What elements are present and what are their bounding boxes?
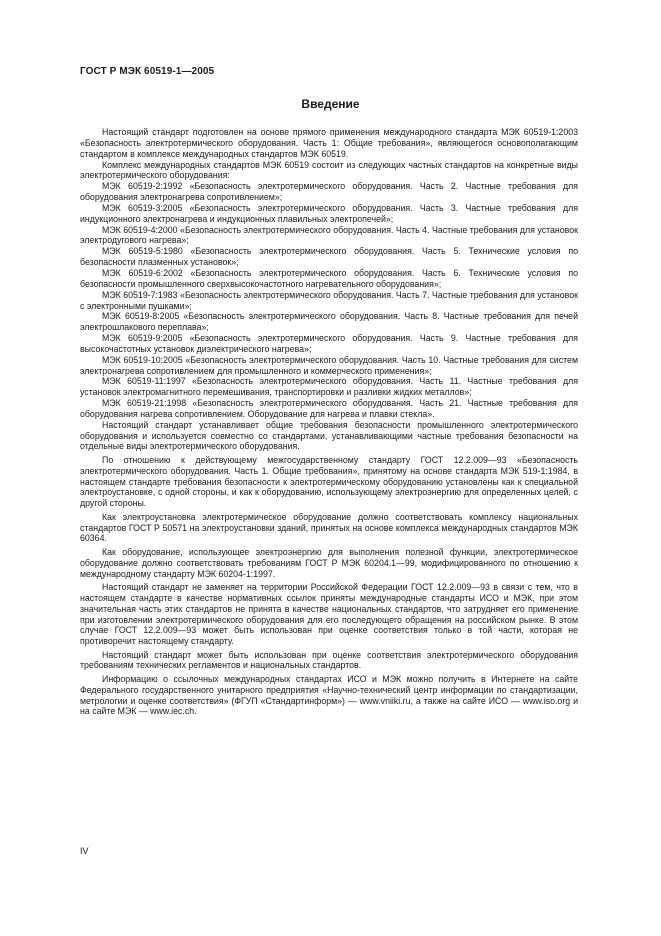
paragraph: МЭК 60519-11:1997 «Безопасность электротермического оборудования. Часть 11. Частные требования для установок электромагнитного перемешивания, транспортировки и разливки жидких металлов»; xyxy=(80,376,578,398)
paragraph: Как оборудование, использующее электроэнергию для выполнения полезной функции, электротермическое оборудование должно соответствовать требованиям ГОСТ Р МЭК 60204.1—99, модифицированного по отношению к международному стандарту МЭК 60204-1:1997. xyxy=(80,546,578,579)
paragraph: Как электроустановка электротермическое оборудование должно соответствовать комплексу национальных стандартов ГОСТ Р 50571 на электроустановки зданий, принятых на основе комплекса международных стандартов МЭК 60364. xyxy=(80,511,578,544)
page-number: IV xyxy=(80,846,89,856)
paragraph: Настоящий стандарт не заменяет на территории Российской Федерации ГОСТ 12.2.009—93 в связи с тем, что в настоящем стандарте в качестве нормативных ссылок приняты международные стандарты ИСО и МЭК, при этом значительная часть этих стандартов не принята в качестве национальных стандартов, что затрудняет его применение при изготовлении электротермического оборудования для его последующего обращения на российском рынке. В этом случае ГОСТ 12.2.009—93 может быть использован при оценке соответствия только в той части, которая не противоречит настоящему стандарту. xyxy=(80,581,578,647)
paragraph: МЭК 60519-5:1980 «Безопасность электротермического оборудования. Часть 5. Технические условия по безопасности плазменных установок»; xyxy=(80,246,578,268)
paragraph: МЭК 60519-2:1992 «Безопасность электротермического оборудования. Часть 2. Частные требования для оборудования электронагрева сопротивлением»; xyxy=(80,181,578,203)
document-header: ГОСТ Р МЭК 60519-1—2005 xyxy=(80,66,215,77)
paragraph: Информацию о ссылочных международных стандартах ИСО и МЭК можно получить в Интернете на сайте Федерального государственного унитарного предприятия «Научно-технический центр информации по стандартизации, метрологии и оценке соответствия» (ФГУП «Стандартинформ») — www.vniiki.ru, а также на сайте ИСО — www.iso.org и на сайте МЭК — www.iec.ch. xyxy=(80,673,578,717)
paragraph: МЭК 60519-7:1983 «Безопасность электротермического оборудования. Часть 7. Частные требования для установок с электронными пушками»; xyxy=(80,289,578,311)
paragraph: По отношению к действующему межгосударственному стандарту ГОСТ 12.2.009—93 «Безопасность электротермического оборудования. Часть 1. Общие требования», принятому на основе стандарта МЭК 519-1:1984, в настоящем стандарте требования безопасности к электротермическому оборудованию установлены как к специальной электроустановке, с одной стороны, и как к оборудованию, использующему электроэнергию для определенных целей, с другой стороны. xyxy=(80,454,578,509)
paragraph: Настоящий стандарт подготовлен на основе прямого применения международного стандарта МЭК 60519-1:2003 «Безопасность электротермического оборудования. Часть 1: Общие требования», являющегося основополагающим стандартом в комплексе международных стандартов МЭК 60519. xyxy=(80,127,578,159)
paragraph: МЭК 60519-9:2005 «Безопасность электротермического оборудования. Часть 9. Частные требования для высокочастотных установок диэлектрического нагрева»; xyxy=(80,333,578,354)
paragraph: Настоящий стандарт устанавливает общие требования безопасности промышленного электротермического оборудования и используется совместно со стандартами, устанавливающими частные требования безопасности на отдельные виды электротермического оборудования. xyxy=(80,419,578,452)
paragraph: МЭК 60519-4:2000 «Безопасность электротермического оборудования. Часть 4. Частные требования для установок электродугового нагрева»; xyxy=(80,224,578,246)
paragraph: МЭК 60519-10:2005 «Безопасность электротермического оборудования. Часть 10. Частные требования для систем электронагрева сопротивлением для промышленного и коммерческого применения»; xyxy=(80,354,578,376)
paragraph: МЭК 60519-8:2005 «Безопасность электротермического оборудования. Часть 8. Частные требования для печей электрошлакового переплава»; xyxy=(80,311,578,333)
paragraph: МЭК 60519-21:1998 «Безопасность электротермического оборудования. Часть 21. Частные требования для оборудования нагрева сопротивлением. Оборудование для нагрева и плавки стекла». xyxy=(80,398,578,419)
paragraph: МЭК 60519-3:2005 «Безопасность электротермического оборудования. Часть 3. Частные требования для индукционного электронагрева и индукционных плавильных электропечей»; xyxy=(80,202,578,224)
introduction-body xyxy=(80,127,578,717)
paragraph: МЭК 60519-6:2002 «Безопасность электротермического оборудования. Часть 6. Технические условия по безопасности промышленного сверхвысокочастотного нагревательного оборудования»; xyxy=(80,267,578,289)
paragraph: Комплекс международных стандартов МЭК 60519 состоит из следующих частных стандартов на конкретные виды электротермического оборудования: xyxy=(80,159,578,181)
paragraph: Настоящий стандарт может быть использован при оценке соответствия электротермического оборудования требованиям технических регламентов и национальных стандартов. xyxy=(80,649,578,671)
section-title: Введение xyxy=(301,97,360,111)
